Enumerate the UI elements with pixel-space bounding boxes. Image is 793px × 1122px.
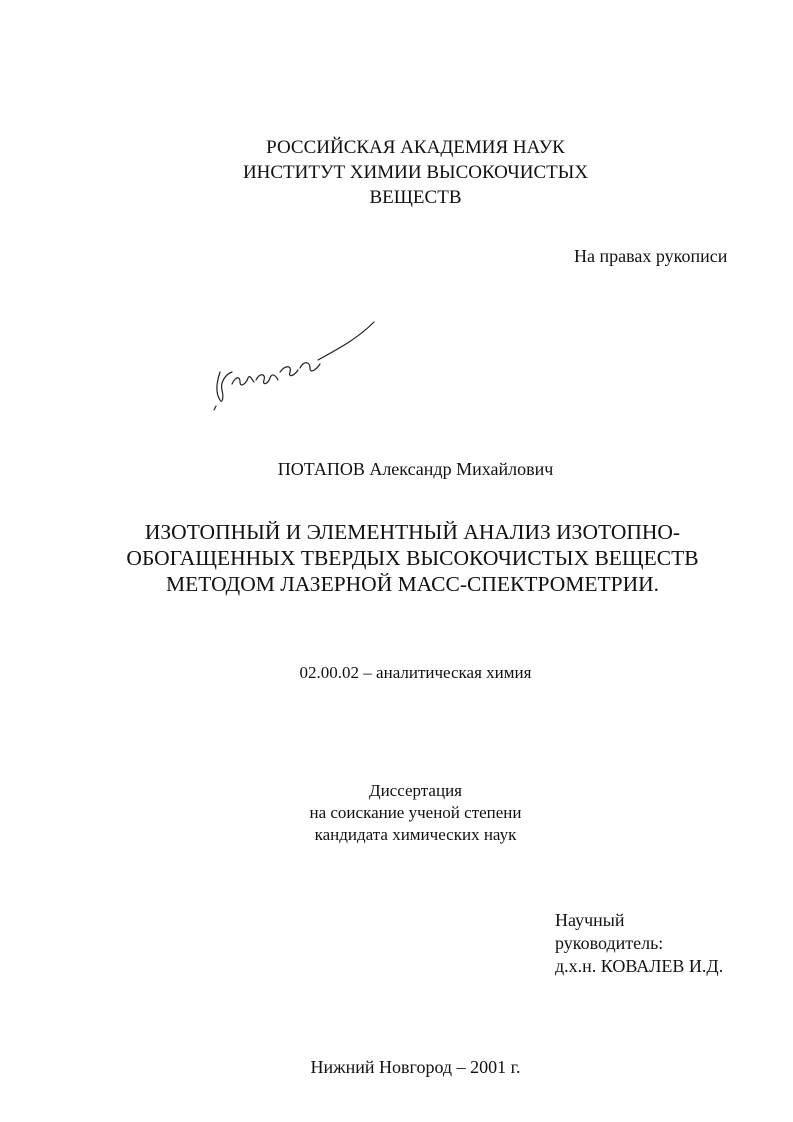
institution-line: ВЕЩЕСТВ bbox=[369, 187, 462, 208]
supervisor-line: Научный bbox=[555, 910, 625, 930]
degree-line: Диссертация bbox=[368, 781, 462, 800]
title-line: ОБОГАЩЕННЫХ ТВЕРДЫХ ВЫСОКОЧИСТЫХ ВЕЩЕСТВ bbox=[126, 546, 699, 570]
title-line: МЕТОДОМ ЛАЗЕРНОЙ МАСС-СПЕКТРОМЕТРИИ. bbox=[165, 572, 660, 596]
dissertation-title bbox=[0, 519, 793, 597]
author-name: ПОТАПОВ Александр Михайлович bbox=[277, 459, 554, 479]
signature-icon bbox=[206, 314, 386, 424]
manuscript-note: На правах рукописи bbox=[574, 246, 728, 266]
institution-line: РОССИЙСКАЯ АКАДЕМИЯ НАУК bbox=[266, 137, 565, 158]
degree-statement bbox=[0, 780, 793, 846]
degree-line: на соискание ученой степени bbox=[309, 803, 522, 822]
degree-line: кандидата химических наук bbox=[314, 825, 517, 844]
city-year: Нижний Новгород – 2001 г. bbox=[310, 1057, 521, 1077]
title-line: ИЗОТОПНЫЙ И ЭЛЕМЕНТНЫЙ АНАЛИЗ ИЗОТОПНО- bbox=[144, 520, 681, 544]
specialty-code: 02.00.02 – аналитическая химия bbox=[299, 663, 532, 682]
institution-line: ИНСТИТУТ ХИМИИ ВЫСОКОЧИСТЫХ bbox=[242, 162, 589, 183]
supervisor-line: д.х.н. КОВАЛЕВ И.Д. bbox=[555, 956, 724, 976]
supervisor-line: руководитель: bbox=[555, 933, 664, 953]
supervisor-block bbox=[555, 909, 723, 978]
institution-header bbox=[0, 135, 793, 210]
